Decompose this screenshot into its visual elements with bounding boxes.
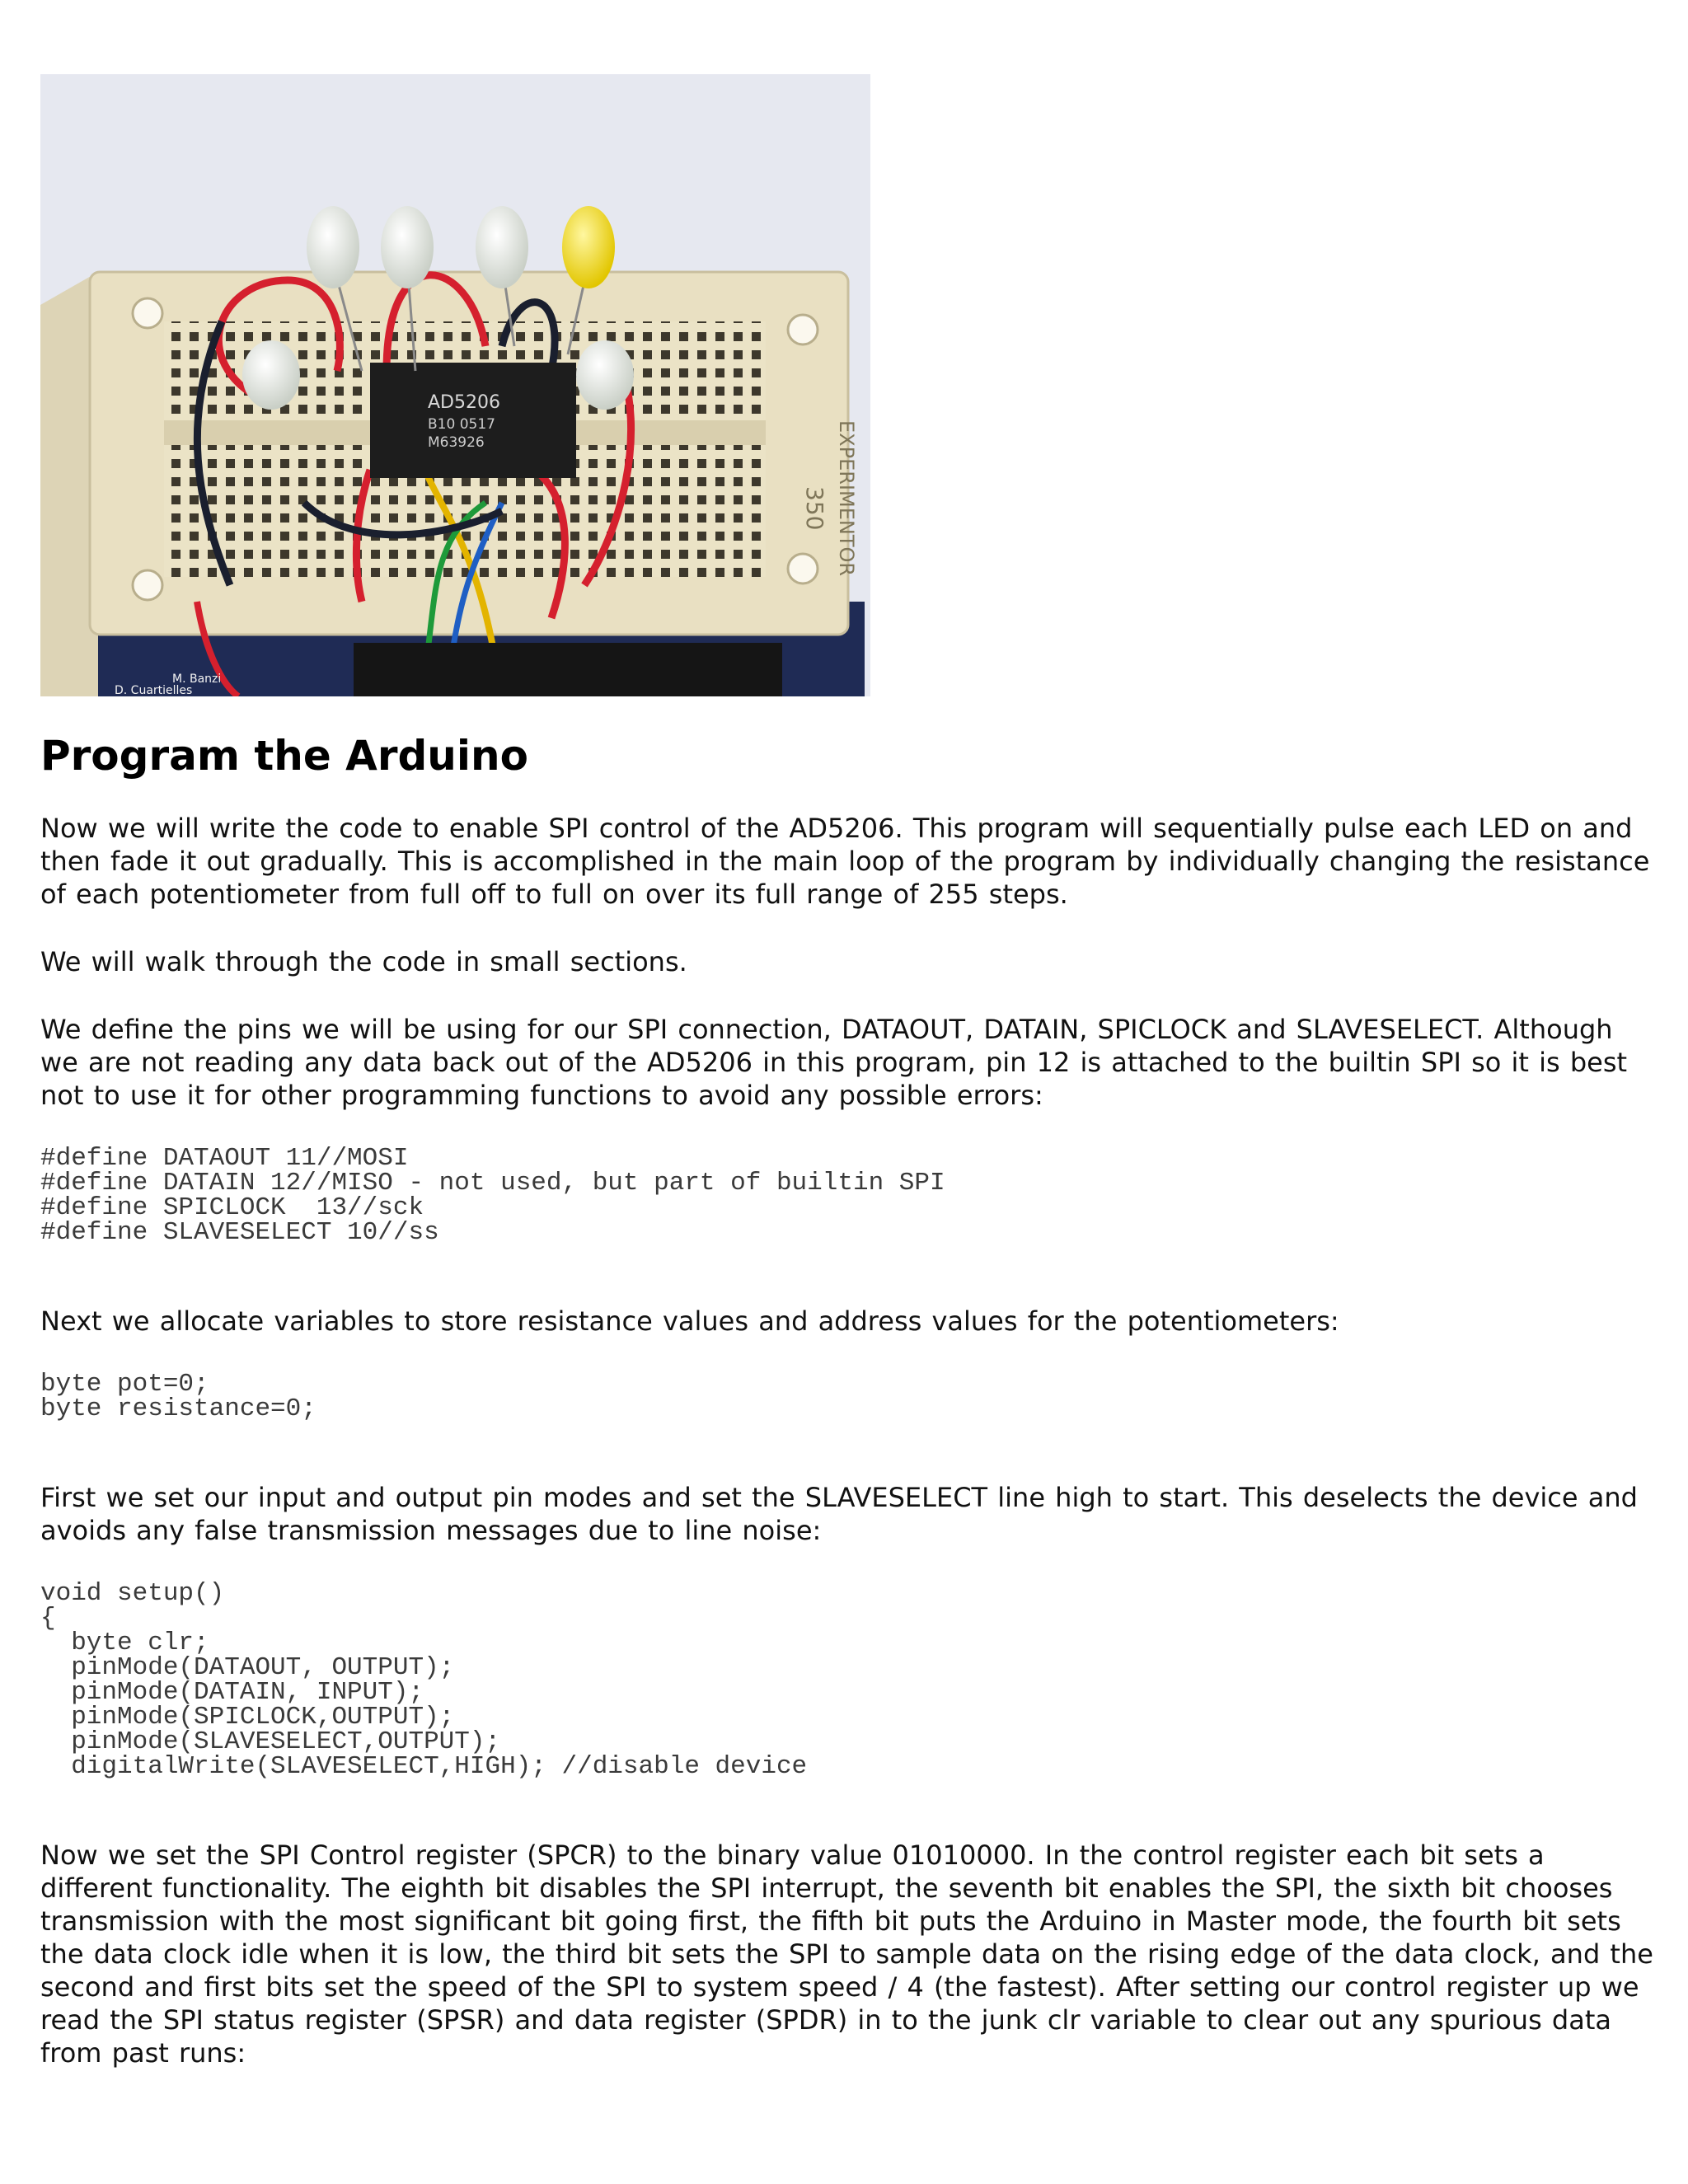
code-block-defines: #define DATAOUT 11//MOSI #define DATAIN 12//MISO - not used, but part of builtin SPI #define SPICLOCK 13//sck #define SLAVESELECT 10//ss (40, 1144, 945, 1247)
spcr-paragraph: Now we set the SPI Control register (SPCR) to the binary value 01010000. In the control register each bit sets a different functionality. The eighth bit disables the SPI interrupt, the seventh bit enables the SPI, the sixth bit chooses transmission with the most significant bit going first, the fifth bit puts the Arduino in Master mode, the fourth bit sets the data clock idle when it is low, the third bit sets the SPI to sample data on the rising edge of the data clock, and the second and first bits set the speed of the SPI to system speed / 4 (the fastest). After setting our control register up we read the SPI status register (SPSR) and data register (SPDR) in to the junk clr variable to clear out any spurious data from past runs: (40, 1840, 1653, 2069)
section-heading: Program the Arduino (40, 732, 528, 780)
walkthrough-paragraph: We will walk through the code in small sections. (40, 946, 687, 977)
credit-line-1: M. Banzi (172, 673, 222, 686)
credit-line-2: D. Cuartielles (115, 684, 193, 696)
chip-label-3: M63926 (428, 434, 485, 451)
code-block-variables: byte pot=0; byte resistance=0; (40, 1370, 316, 1423)
chip-label-2: B10 0517 (428, 416, 495, 433)
variables-paragraph: Next we allocate variables to store resistance values and address values for the potentiometers: (40, 1305, 1339, 1337)
board-label: EXPERIMENTOR (835, 420, 858, 577)
breadboard-photo (40, 74, 870, 696)
pins-paragraph: We define the pins we will be using for our SPI connection, DATAOUT, DATAIN, SPICLOCK and SLAVESELECT. Although we are not reading any data back out of the AD5206 in this program, pin 12 is attached to the builtin SPI so it is best not to use it for other programming functions to avoid any possible errors: (40, 1014, 1628, 1111)
article (40, 74, 1656, 2104)
setup-paragraph: First we set our input and output pin modes and set the SLAVESELECT line high to start. This deselects the device and avoids any false transmission messages due to line noise: (40, 1482, 1638, 1546)
intro-paragraph: Now we will write the code to enable SPI control of the AD5206. This program will sequentially pulse each LED on and then fade it out gradually. This is accomplished in the main loop of the program by individually changing the resistance of each potentiometer from full off to full on over its full range of 255 steps. (40, 813, 1650, 910)
board-number: 350 (801, 486, 828, 531)
chip-label-1: AD5206 (428, 392, 500, 413)
code-block-setup: void setup() { byte clr; pinMode(DATAOUT, OUTPUT); pinMode(DATAIN, INPUT); pinMode(SPICLOCK,OUTPUT); pinMode(SLAVESELECT,OUTPUT); digitalWrite(SLAVESELECT,HIGH); //disable device (40, 1579, 808, 1781)
